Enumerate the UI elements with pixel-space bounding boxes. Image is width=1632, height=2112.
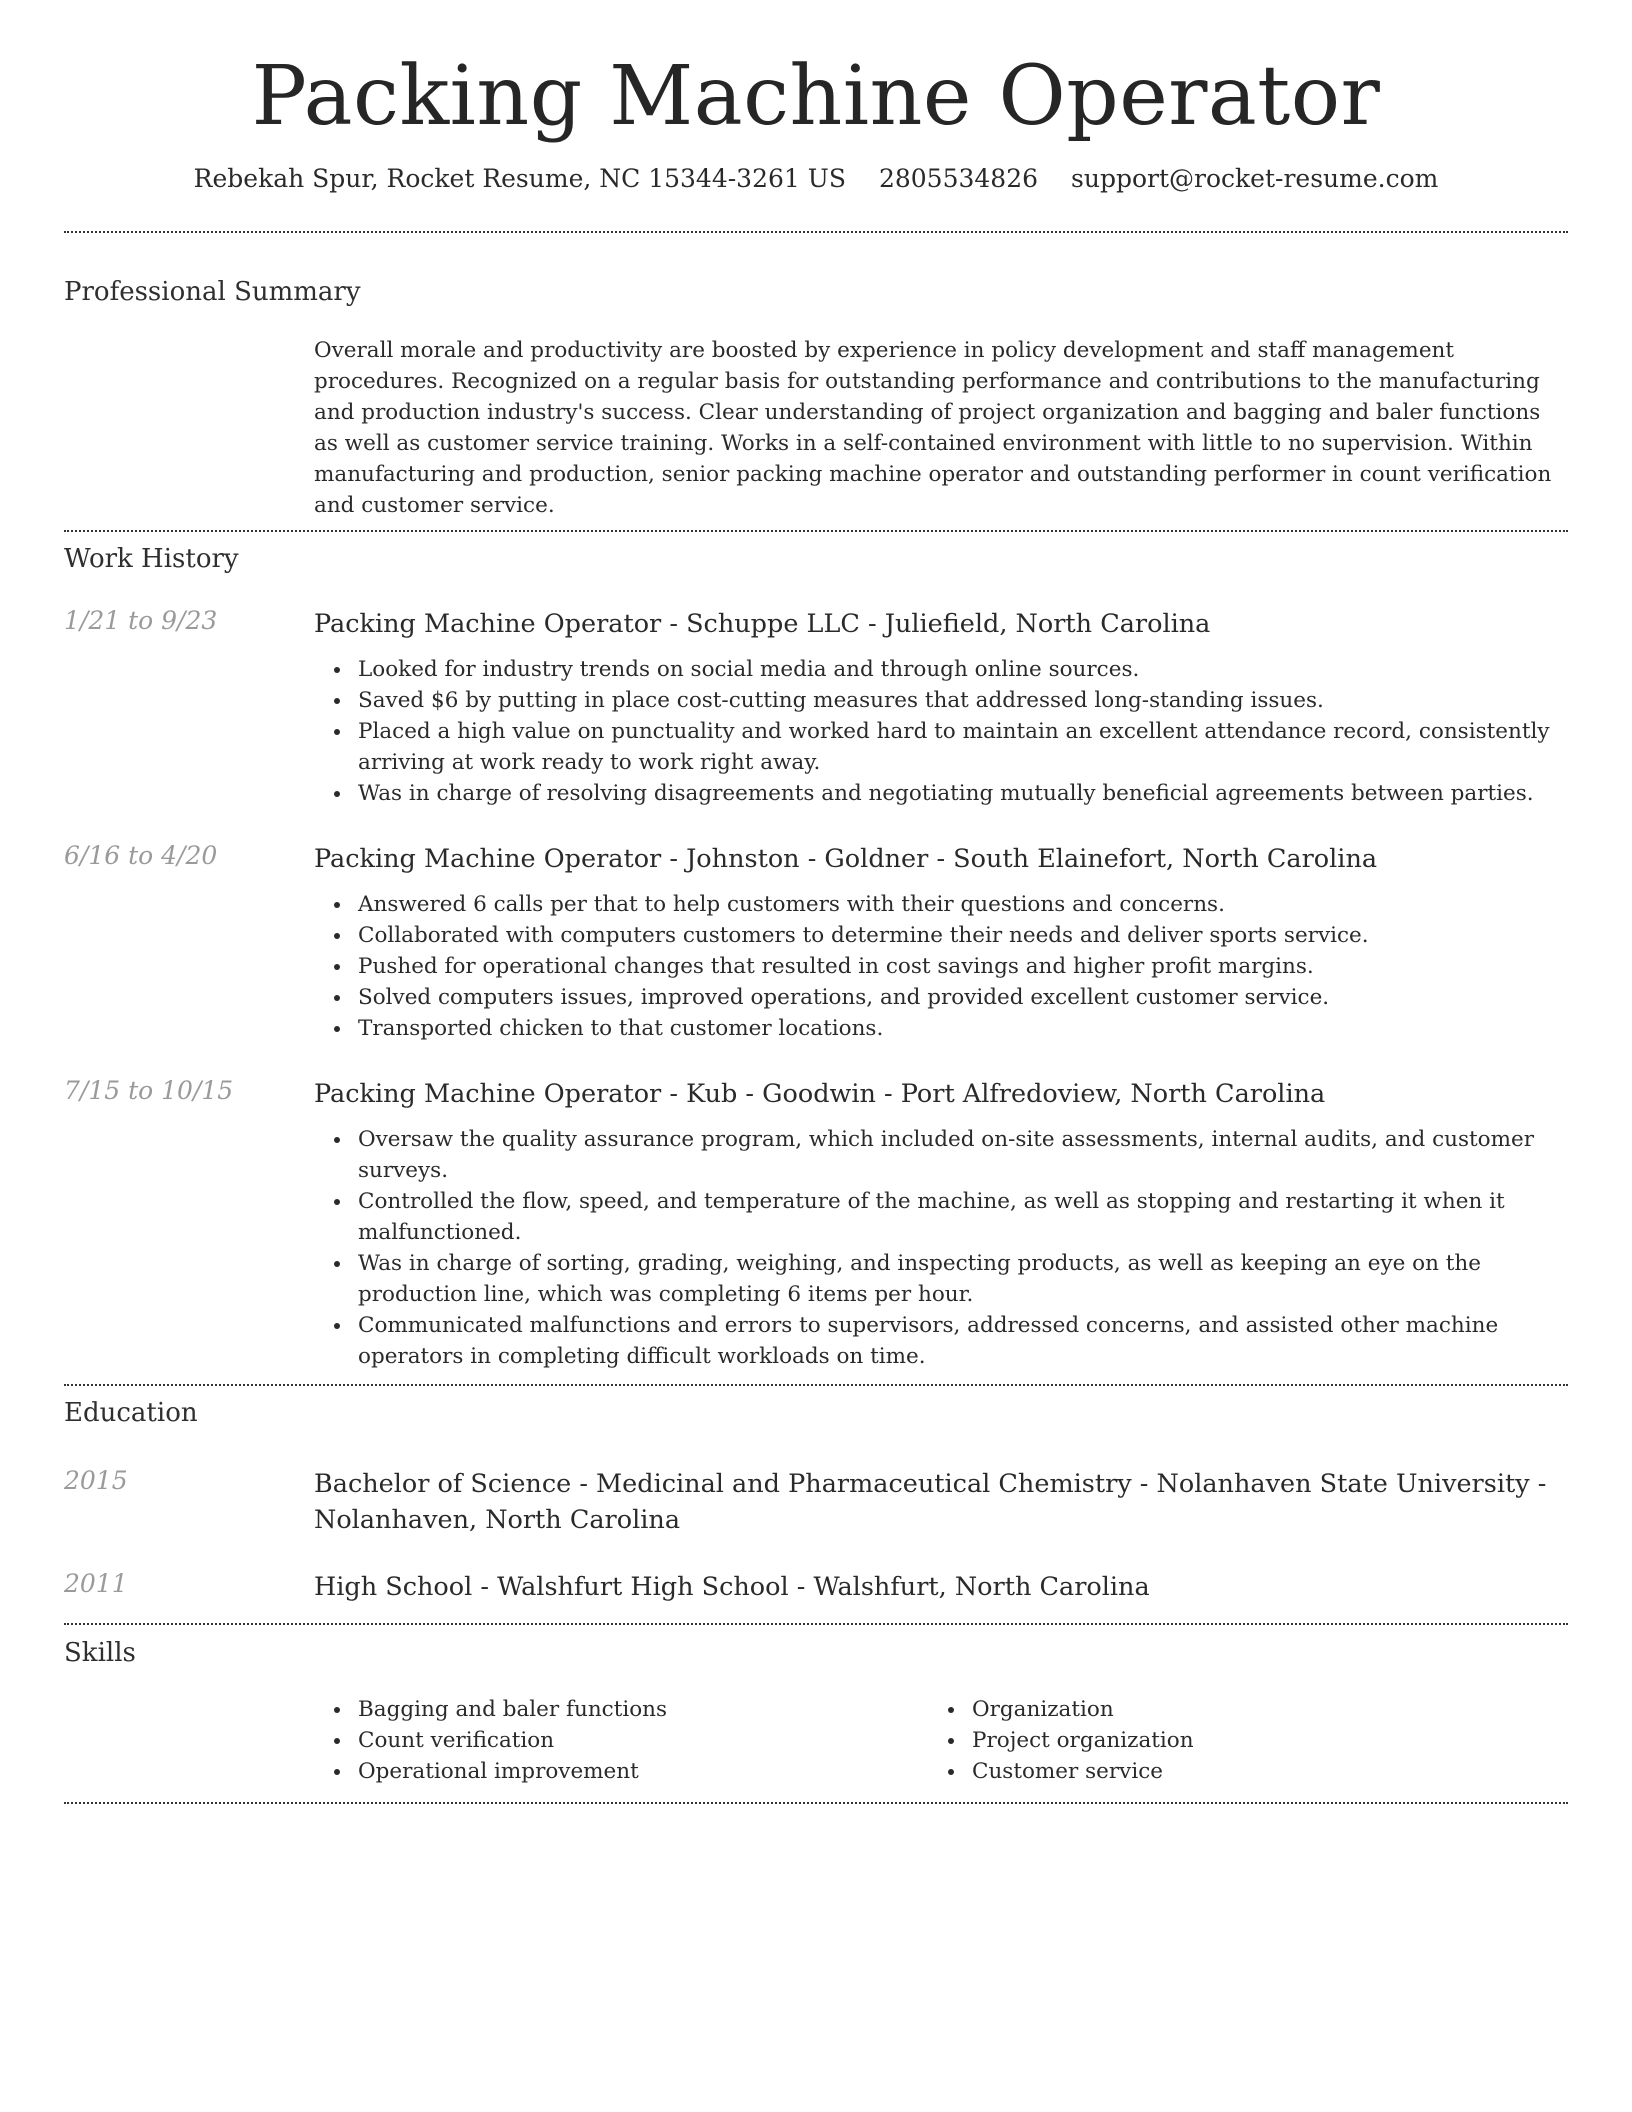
education-year: 2015 — [64, 1466, 128, 1496]
job-heading: Packing Machine Operator - Schuppe LLC - Juliefield, North Carolina — [314, 609, 1211, 640]
education-section-title: Education — [64, 1398, 198, 1429]
list-item: Controlled the flow, speed, and temperature of the machine, as well as stopping and restarting it when it malfunctioned. — [314, 1186, 1568, 1248]
job-bullets — [314, 1124, 1568, 1372]
skill-item: Count verification — [314, 1725, 928, 1756]
job-entry — [64, 1076, 1568, 1372]
resume-header — [64, 0, 1568, 193]
summary-text: Overall morale and productivity are boosted by experience in policy development and staff management procedures. Recognized on a regular basis for outstanding performance and contributions to the manufacturing and production industry's success. Clear understanding of project organization and bagging and baler functions as well as customer service training. Works in a self-contained environment with little to no supervision. Within manufacturing and production, senior packing machine operator and outstanding performer in count verification and customer service. — [314, 338, 1552, 519]
contact-phone: 2805534826 — [878, 164, 1039, 194]
education-heading: Bachelor of Science - Medicinal and Pharmaceutical Chemistry - Nolanhaven State University - Nolanhaven, North Carolina — [314, 1469, 1547, 1536]
section-divider — [64, 1623, 1568, 1625]
education-entry — [64, 1466, 1568, 1538]
section-divider — [64, 231, 1568, 233]
list-item: Was in charge of resolving disagreements and negotiating mutually beneficial agreements between parties. — [314, 778, 1568, 809]
list-item: Placed a high value on punctuality and worked hard to maintain an excellent attendance record, consistently arriving at work ready to work right away. — [314, 716, 1568, 778]
section-divider — [64, 530, 1568, 532]
job-heading: Packing Machine Operator - Johnston - Goldner - South Elainefort, North Carolina — [314, 844, 1378, 875]
job-entry — [64, 606, 1568, 809]
job-heading: Packing Machine Operator - Kub - Goodwin - Port Alfredoview, North Carolina — [314, 1079, 1326, 1110]
list-item: Communicated malfunctions and errors to supervisors, addressed concerns, and assisted other machine operators in completing difficult workloads on time. — [314, 1310, 1568, 1372]
section-divider — [64, 1802, 1568, 1804]
job-dates: 1/21 to 9/23 — [64, 606, 218, 636]
job-bullets — [314, 654, 1568, 809]
list-item: Solved computers issues, improved operations, and provided excellent customer service. — [314, 982, 1568, 1013]
contact-email: support@rocket-resume.com — [1071, 164, 1439, 194]
list-item: Was in charge of sorting, grading, weighing, and inspecting products, as well as keeping an eye on the production line, which was completing 6 items per hour. — [314, 1248, 1568, 1310]
section-divider — [64, 1384, 1568, 1386]
skill-item: Operational improvement — [314, 1756, 928, 1787]
education-entry — [64, 1569, 1568, 1605]
education-heading: High School - Walshfurt High School - Walshfurt, North Carolina — [314, 1572, 1150, 1603]
list-item: Collaborated with computers customers to determine their needs and deliver sports service. — [314, 920, 1568, 951]
resume-name: Packing Machine Operator — [251, 49, 1381, 144]
skills-column-right — [928, 1694, 1542, 1787]
work-section-title: Work History — [64, 544, 239, 575]
job-dates: 6/16 to 4/20 — [64, 841, 218, 871]
contact-line — [64, 164, 1568, 193]
skill-item: Bagging and baler functions — [314, 1694, 928, 1725]
education-year: 2011 — [64, 1569, 128, 1599]
job-bullets — [314, 889, 1568, 1044]
skills-grid — [314, 1694, 1568, 1787]
skill-item: Organization — [928, 1694, 1542, 1725]
skill-item: Project organization — [928, 1725, 1542, 1756]
list-item: Transported chicken to that customer locations. — [314, 1013, 1568, 1044]
list-item: Saved $6 by putting in place cost-cutting measures that addressed long-standing issues. — [314, 685, 1568, 716]
job-dates: 7/15 to 10/15 — [64, 1076, 234, 1106]
list-item: Looked for industry trends on social media and through online sources. — [314, 654, 1568, 685]
list-item: Answered 6 calls per that to help customers with their questions and concerns. — [314, 889, 1568, 920]
skill-item: Customer service — [928, 1756, 1542, 1787]
skills-section-title: Skills — [64, 1638, 136, 1669]
list-item: Pushed for operational changes that resulted in cost savings and higher profit margins. — [314, 951, 1568, 982]
contact-address: Rebekah Spur, Rocket Resume, NC 15344-3261 US — [193, 164, 846, 194]
job-entry — [64, 841, 1568, 1044]
summary-section-title: Professional Summary — [64, 277, 361, 308]
list-item: Oversaw the quality assurance program, which included on-site assessments, internal audits, and customer surveys. — [314, 1124, 1568, 1186]
skills-column-left — [314, 1694, 928, 1787]
